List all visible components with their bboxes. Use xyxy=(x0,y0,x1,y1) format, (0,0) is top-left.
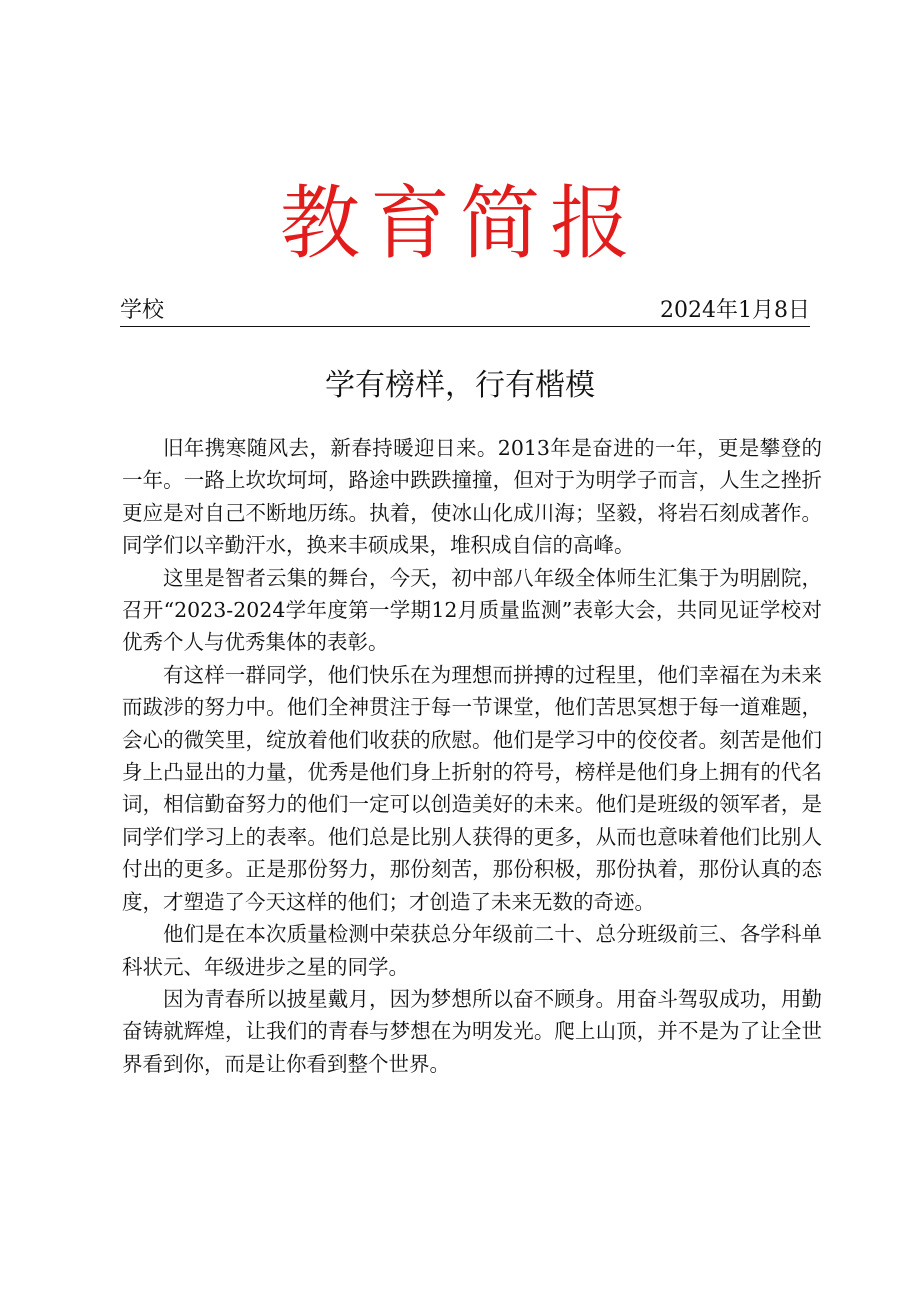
article-paragraph: 旧年携寒随风去，新春持暖迎日来。2013年是奋进的一年，更是攀登的一年。一路上坎坎坷坷，路途中跌跌撞撞，但对于为明学子而言，人生之挫折更应是对自己不断地历练。执着，使冰山化成川海；坚毅，将岩石刻成著作。同学们以辛勤汗水，换来丰硕成果，堆积成自信的高峰。 xyxy=(122,436,822,558)
dateline xyxy=(120,296,810,327)
school-label: 学校 xyxy=(120,298,165,323)
article-paragraph: 他们是在本次质量检测中荣获总分年级前二十、总分班级前三、各学科单科状元、年级进步之星的同学。 xyxy=(122,922,822,979)
issue-date: 2024年1月8日 xyxy=(660,298,810,323)
article-paragraph: 这里是智者云集的舞台，今天，初中部八年级全体师生汇集于为明剧院，召开“2023-2024学年度第一学期12月质量监测”表彰大会，共同见证学校对优秀个人与优秀集体的表彰。 xyxy=(122,565,822,655)
article-body xyxy=(122,432,822,1080)
article-headline: 学有榜样，行有楷模 xyxy=(325,368,595,403)
article-paragraph: 因为青春所以披星戴月，因为梦想所以奋不顾身。用奋斗驾驭成功，用勤奋铸就辉煌，让我们的青春与梦想在为明发光。爬上山顶，并不是为了让全世界看到你，而是让你看到整个世界。 xyxy=(122,986,822,1076)
article-paragraph: 有这样一群同学，他们快乐在为理想而拼搏的过程里，他们幸福在为未来而跋涉的努力中。他们全神贯注于每一节课堂，他们苦思冥想于每一道难题，会心的微笑里，绽放着他们收获的欣慰。他们是学习中的佼佼者。刻苦是他们身上凸显出的力量，优秀是他们身上折射的符号，榜样是他们身上拥有的代名词，相信勤奋努力的他们一定可以创造美好的未来。他们是班级的领军者，是同学们学习上的表率。他们总是比别人获得的更多，从而也意味着他们比别人付出的更多。正是那份努力，那份刻苦，那份积极，那份执着，那份认真的态度，才塑造了今天这样的他们；才创造了未来无数的奇迹。 xyxy=(122,662,822,914)
newsletter-masthead: 教育简报 xyxy=(280,177,640,270)
